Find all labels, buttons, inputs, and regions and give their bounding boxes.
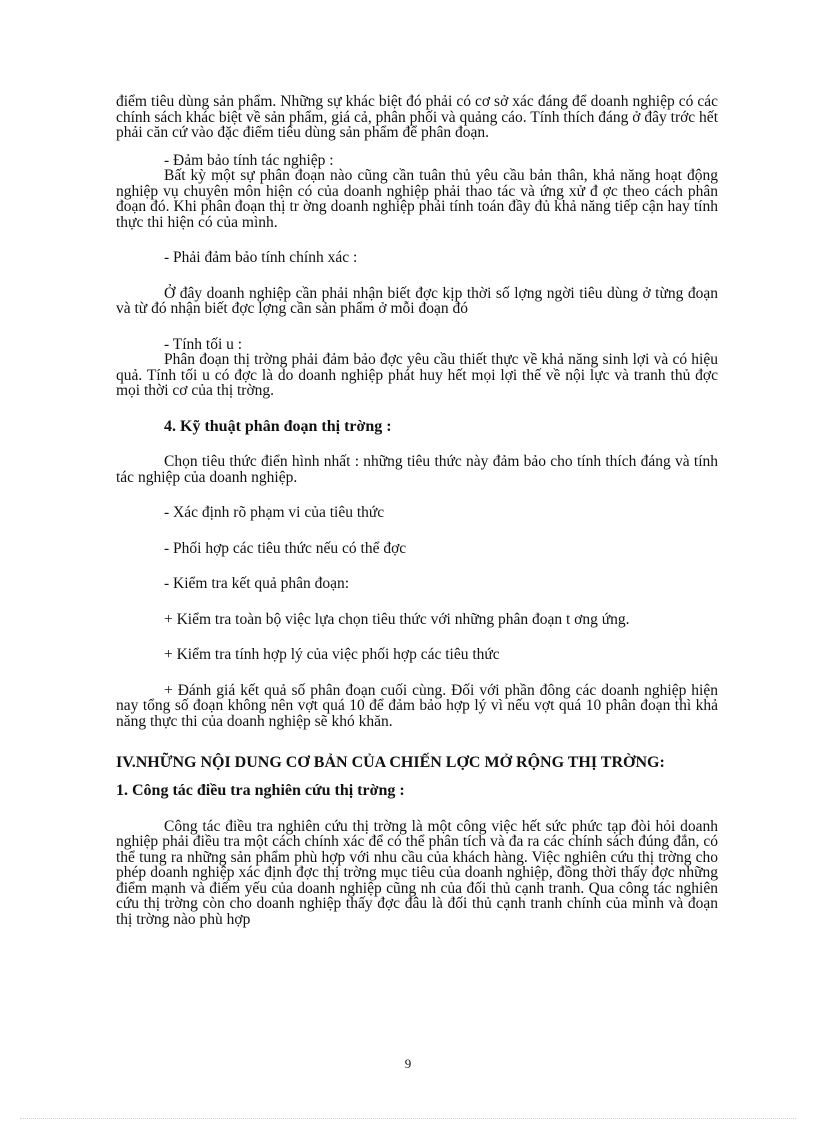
paragraph: Chọn tiêu thức điển hình nhất : những tiêu thức này đảm bảo cho tính thích đáng và tính tác nghiệp của doanh nghiệp. bbox=[116, 453, 718, 486]
paragraph: Công tác điều tra nghiên cứu thị trờng là một công việc hết sức phức tạp đòi hỏi doanh nghiệp phải điều tra một cách chính xác để có thể phân tích và đa ra các chính sách đúng đắn, có thể tung ra những sản phẩm phù hợp với nhu cầu của khách hàng. Việc nghiên cứu thị trờng cho phép doanh nghiệp xác định đợc thị trờng mục tiêu của doanh nghiệp, đồng thời thấy đợc những điểm mạnh và điểm yếu của doanh nghiệp cũng nh của đối thủ cạnh tranh. Qua công tác nghiên cứu thị trờng còn cho doanh nghiệp thấy đợc đâu là đối thủ cạnh tranh chính của mình và đoạn thị trờng nào phù hợp bbox=[116, 817, 718, 928]
page-number: 9 bbox=[404, 1056, 412, 1071]
list-item: + Kiểm tra toàn bộ việc lựa chọn tiêu thức với những phân đoạn t ơng ứng. bbox=[164, 610, 630, 628]
section-heading: 1. Công tác điều tra nghiên cứu thị trờng : bbox=[116, 782, 405, 799]
paragraph: Ở đây doanh nghiệp cần phải nhận biết đợc kịp thời số lợng ngời tiêu dùng ở từng đoạn và từ đó nhận biết đợc lợng cần sản phẩm ở mỗi đoạn đó bbox=[116, 284, 718, 317]
paragraph: Phân đoạn thị trờng phải đảm bảo đợc yêu cầu thiết thực về khả năng sinh lợi và có hiệu quả. Tính tối u có đợc là do doanh nghiệp phát huy hết mọi lợi thế về nội lực và tranh thủ đợc mọi thời cơ của thị trờng. bbox=[116, 351, 718, 399]
subheading: - Đảm bảo tính tác nghiệp : bbox=[164, 151, 334, 169]
paragraph: điểm tiêu dùng sản phẩm. Những sự khác biệt đó phải có cơ sở xác đáng để doanh nghiệp có các chính sách khác biệt về sản phẩm, giá cả, phân phối và quảng cáo. Tính thích đáng ở đây trớc hết phải căn cứ vào đặc điểm tiêu dùng sản phẩm để phân đoạn. bbox=[116, 93, 718, 141]
section-heading: 4. Kỹ thuật phân đoạn thị trờng : bbox=[164, 417, 392, 435]
subheading: - Phải đảm bảo tính chính xác : bbox=[164, 249, 358, 266]
page-border bbox=[20, 1118, 796, 1119]
document-page bbox=[116, 94, 718, 927]
subheading: - Tính tối u : bbox=[164, 335, 243, 353]
chapter-heading: IV.NHỮNG NỘI DUNG CƠ BẢN CỦA CHIẾN LỢC MỞ RỘNG THỊ TRỜNG: bbox=[116, 754, 665, 771]
paragraph: Bất kỳ một sự phân đoạn nào cũng cần tuân thủ yêu cầu bản thân, khả năng hoạt động nghiệp vụ chuyên môn hiện có của doanh nghiệp phải thao tác và ứng xử đ ợc theo cách phân đoạn đó. Khi phân đoạn thị tr ờng doanh nghiệp phải tính toán đầy đủ khả năng tiếp cận hay tính thực thi hiện có của mình. bbox=[116, 167, 718, 231]
list-item: - Phối hợp các tiêu thức nếu có thể đợc bbox=[164, 539, 407, 557]
list-item: - Kiểm tra kết quả phân đoạn: bbox=[164, 575, 350, 592]
list-item: - Xác định rõ phạm vi của tiêu thức bbox=[164, 504, 385, 521]
list-item: + Đánh giá kết quả số phân đoạn cuối cùng. Đối với phần đông các doanh nghiệp hiện nay tổng số đoạn không nên vợt quá 10 để đảm bảo hợp lý vì nếu vợt quá 10 phân đoạn thì khả năng thực thi của doanh nghiệp sẽ khó khăn. bbox=[116, 681, 718, 730]
list-item: + Kiểm tra tính hợp lý của việc phối hợp các tiêu thức bbox=[164, 646, 500, 663]
